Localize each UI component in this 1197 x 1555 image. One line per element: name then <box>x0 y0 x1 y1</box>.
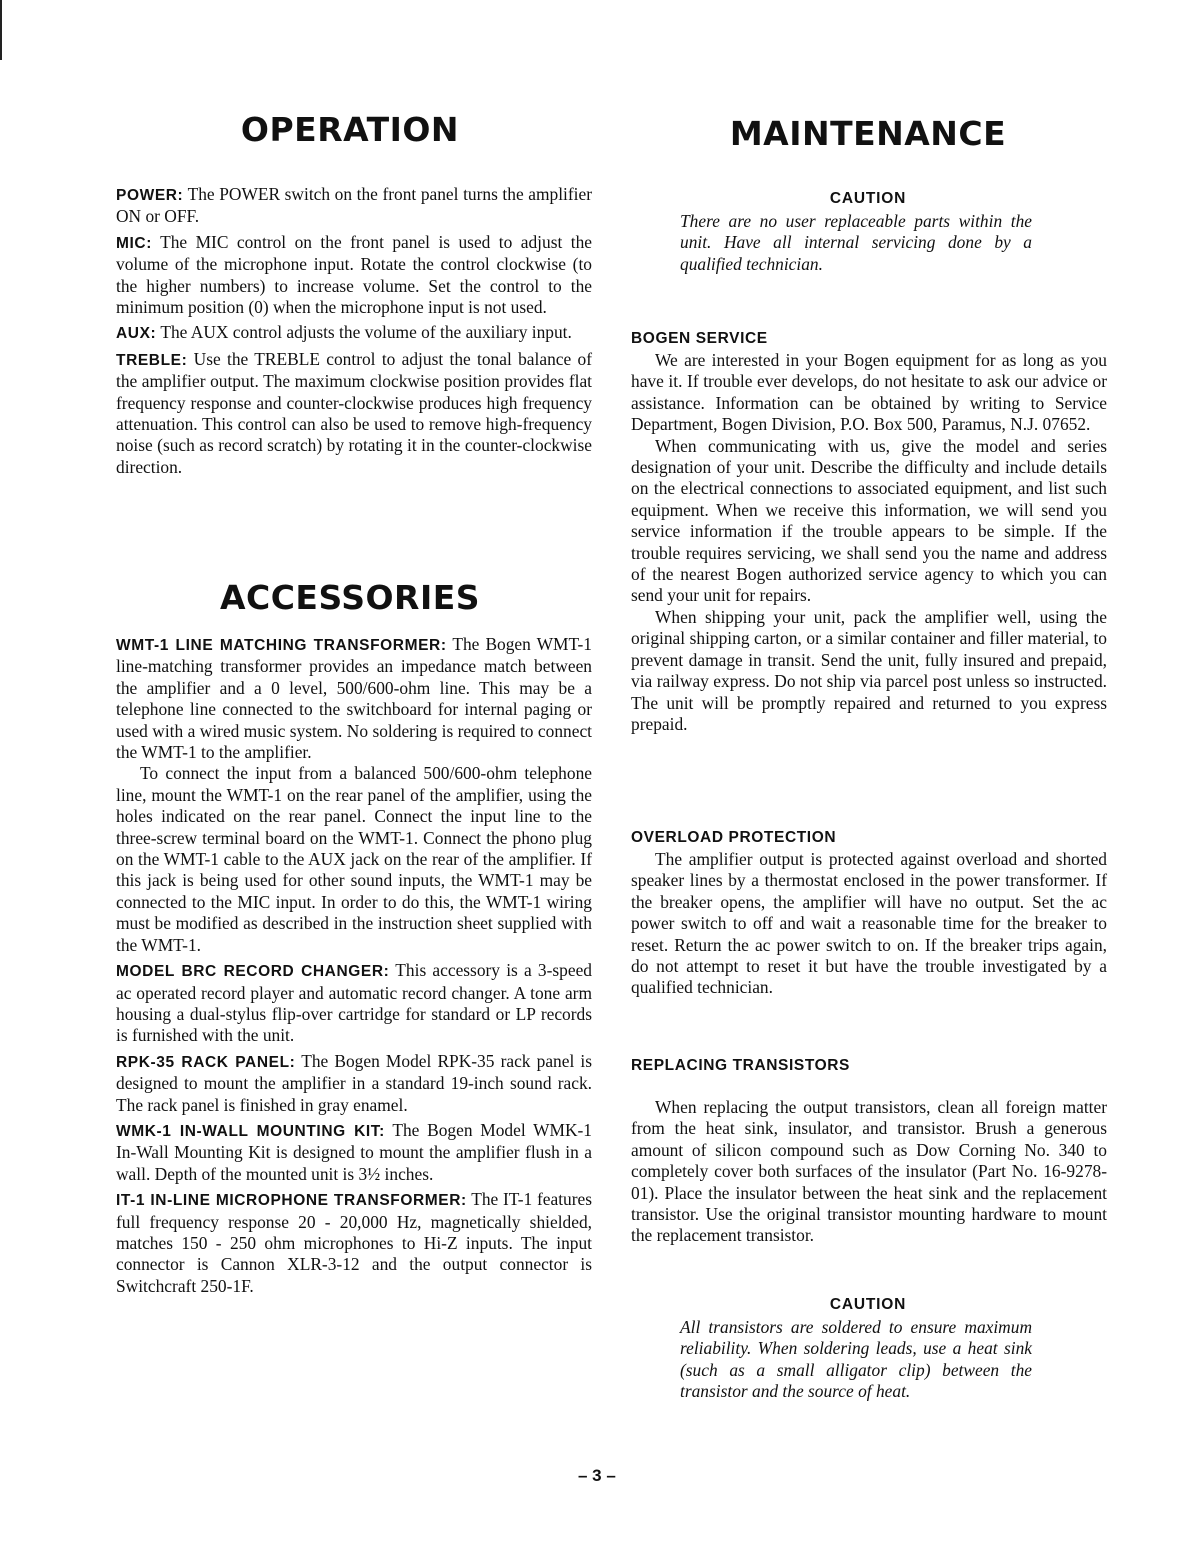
page-number: – 3 – <box>578 1466 616 1485</box>
caution-heading-1: CAUTION <box>829 190 907 207</box>
caution-text-2: All transistors are soldered to ensure maximum reliability. When soldering leads, use a heat sink (such as a small alligator clip) between the transistor and the source of heat. <box>680 1317 1032 1402</box>
bogen-service-para: When communicating with us, give the model and series designation of your unit. Describe the difficulty and include details on the electrical connections to associated equipment, and list such equipment. When we receive this information, we will send you service information if the trouble appears to be simple. If the trouble requires servicing, we shall send you the name and address of the nearest Bogen authorized service agency to which you can send your unit for repairs. <box>631 435 1107 606</box>
transistors-heading: REPLACING TRANSISTORS <box>631 1057 850 1074</box>
transistors-section <box>631 1097 1107 1247</box>
accessory-it1: IT-1 IN-LINE MICROPHONE TRANSFORMER: The IT-1 features full frequency response 20 - 20,000 Hz, magnetically shielded, matches 150 - 250 ohm microphones to Hi-Z inputs. The input connector is Cannon XLR-3-12 and the output connector is Switchcraft 250-1F. <box>116 1189 593 1296</box>
accessory-brc: MODEL BRC RECORD CHANGER: This accessory is a 3-speed ac operated record player and automatic record changer. A tone arm housing a dual-stylus flip-over cartridge for standard or LP records is furnished with the unit. <box>116 960 592 1046</box>
operation-heading: OPERATION <box>240 110 460 149</box>
overload-text: The amplifier output is protected against overload and shorted speaker lines by a thermostat enclosed in the power transformer. If the breaker opens, the amplifier will have no output. Set the ac power switch to off and wait a reasonable time for the breaker to reset. Return the ac power switch to on. If the breaker trips again, do not attempt to reset it but have the trouble investigated by a qualified technician. <box>631 849 1107 998</box>
accessories-heading: ACCESSORIES <box>219 578 481 617</box>
accessory-wmt1: WMT-1 LINE MATCHING TRANSFORMER: The Bogen WMT-1 line-matching transformer provides an impedance match between the amplifier and a 0 level, 500/600-ohm line. This may be a telephone line connected to the switchboard for internal paging or used with a wired music system. No soldering is required to connect the WMT-1 to the amplifier. <box>116 634 592 763</box>
accessory-rpk35: RPK-35 RACK PANEL: The Bogen Model RPK-35 rack panel is designed to mount the amplifier in a standard 19-inch sound rack. The rack panel is finished in gray enamel. <box>116 1050 593 1115</box>
operation-aux: AUX: The AUX control adjusts the volume of the auxiliary input. <box>116 322 572 343</box>
operation-section <box>116 184 592 482</box>
accessories-section <box>116 634 592 1301</box>
bogen-service-heading: BOGEN SERVICE <box>631 330 768 347</box>
overload-section <box>631 849 1107 999</box>
transistors-text: When replacing the output transistors, clean all foreign matter from the heat sink, insulator, and transistor. Brush a generous amount of silicon compound such as Dow Corning No. 340 to completely cover both surfaces of the insulator (Part No. 16-9278-01). Place the insulator between the heat sink and the replacement transistor. Use the original transistor mounting hardware to mount the replacement transistor. <box>631 1097 1107 1246</box>
accessory-wmt1-connect: To connect the input from a balanced 500/600-ohm telephone line, mount the WMT-1 on the rear panel of the amplifier, using the holes indicated on the rear panel. Connect the input line to the three-screw terminal board on the WMT-1. Connect the phono plug on the WMT-1 cable to the AUX jack on the rear of the amplifier. If this jack is being used for other sound inputs, the WMT-1 may be connected to the MIC input. In order to do this, the WMT-1 wiring must be modified as described in the instruction sheet supplied with the WMT-1. <box>116 763 592 955</box>
caution-text-1: There are no user replaceable parts within the unit. Have all internal servicing done by a qualified technician. <box>680 211 1032 274</box>
operation-treble: TREBLE: Use the TREBLE control to adjust the tonal balance of the amplifier output. The maximum clockwise position provides flat frequency response and counter-clockwise produces high frequency attenuation. This control can also be used to remove high-frequency noise (such as record scratch) by rotating it in the counter-clockwise direction. <box>116 348 592 477</box>
maintenance-heading: MAINTENANCE <box>729 114 1007 153</box>
bogen-service-section <box>631 350 1107 735</box>
accessory-wmk1: WMK-1 IN-WALL MOUNTING KIT: The Bogen Model WMK-1 In-Wall Mounting Kit is designed to mount the amplifier flush in a wall. Depth of the mounted unit is 3½ inches. <box>116 1119 593 1184</box>
operation-power: POWER: The POWER switch on the front panel turns the amplifier ON or OFF. <box>116 184 592 227</box>
caution-heading-2: CAUTION <box>829 1296 907 1313</box>
overload-heading: OVERLOAD PROTECTION <box>631 829 837 846</box>
operation-mic: MIC: The MIC control on the front panel is used to adjust the volume of the microphone input. Rotate the control clockwise (to the higher numbers) to increase volume. Set the control to the minimum position (0) when the microphone input is not used. <box>116 231 592 318</box>
bogen-service-para: We are interested in your Bogen equipment for as long as you have it. If trouble ever develops, do not hesitate to ask our advice or assistance. Information can be obtained by writing to Service Department, Bogen Division, P.O. Box 500, Paramus, N.J. 07652. <box>631 350 1107 435</box>
scan-edge <box>0 0 2 60</box>
bogen-service-para: When shipping your unit, pack the amplifier well, using the original shipping carton, or a similar container and filler material, to prevent damage in transit. Send the unit, fully insured and prepaid, via railway express. Do not ship via parcel post unless so instructed. The unit will be promptly repaired and returned to you express prepaid. <box>631 606 1107 734</box>
